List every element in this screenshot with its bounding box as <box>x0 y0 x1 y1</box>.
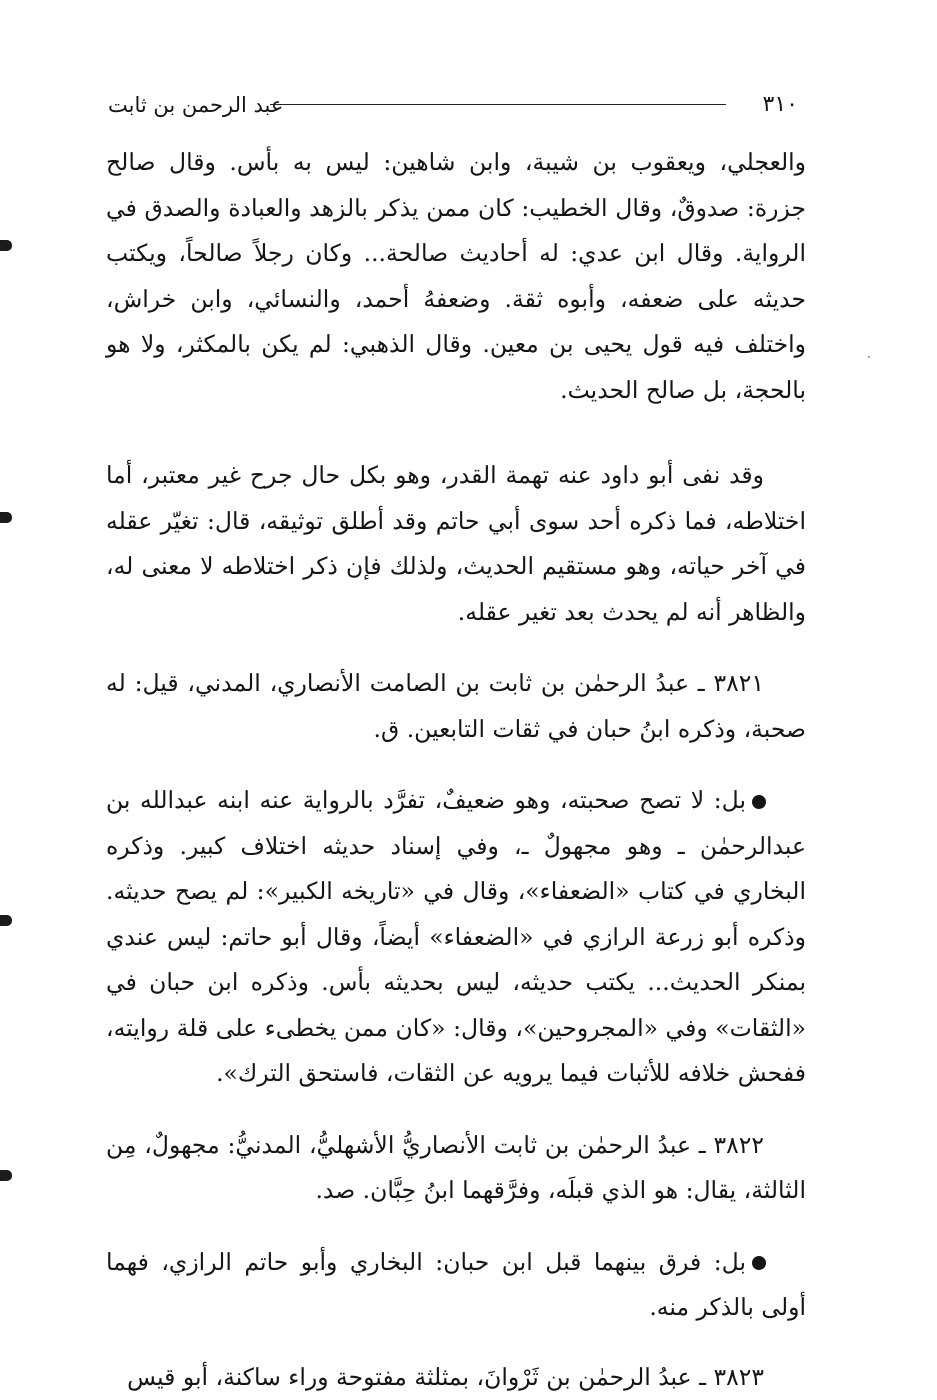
commentary-paragraph <box>106 778 806 1097</box>
entry-3822 <box>106 1123 806 1214</box>
paragraph <box>106 453 806 635</box>
paragraph <box>106 140 806 413</box>
page-number: ٣١٠ <box>763 90 798 120</box>
paragraph-text: بل: لا تصح صحبته، وهو ضعيفٌ، تفرَّد بالرواية عنه ابنه عبدالله بن عبدالرحمٰن ـ وهو مجهولٌ ـ، وفي إسناد حديثه اختلاف كبير. وذكره البخاري في كتاب «الضعفاء»، وقال في «تاريخه الكبير»: لم يصح حديثه. وذكره أبو زرعة الرازي في «الضعفاء» أيضاً، وقال أبو حاتم: ليس عندي بمنكر الحديث... يكتب حديثه، ليس بحديثه بأس. وذكره ابن حبان في «الثقات» وفي «المجروحين»، وقال: «كان ممن يخطىء على قلة روايته، ففحش خلافه للأثبات فيما يرويه عن الثقات، فاستحق الترك». <box>106 786 806 1087</box>
scan-edge-mark <box>0 1170 12 1181</box>
commentary-paragraph <box>106 1240 806 1331</box>
bullet-icon <box>752 795 766 809</box>
paragraph-text: ٣٨٢٢ ـ عبدُ الرحمٰن بن ثابت الأنصاريُّ الأشهليُّ، المدنيُّ: مجهولٌ، مِن الثالثة، يقال: هو الذي قبلَه، وفرَّقهما ابنُ حِبَّان. صد. <box>106 1131 806 1205</box>
bullet-icon <box>752 1256 766 1270</box>
body-text <box>106 140 806 1400</box>
scan-edge-mark <box>0 512 12 523</box>
paragraph-text: بل: فرق بينهما قبل ابن حبان: البخاري وأبو حاتم الرازي، فهما أولى بالذكر منه. <box>106 1248 806 1322</box>
scan-edge-mark <box>0 240 12 251</box>
paragraph-text: والعجلي، ويعقوب بن شيبة، وابن شاهين: ليس به بأس. وقال صالح جزرة: صدوقٌ، وقال الخطيب: كان ممن يذكر بالزهد والعبادة والصدق في الرواية. وقال ابن عدي: له أحاديث صالحة... وكان رجلاً صالحاً، ويكتب حديثه على ضعفه، وأبوه ثقة. وضعفهُ أحمد، والنسائي، وابن خراش، واختلف فيه قول يحيى بن معين. وقال الذهبي: لم يكن بالمكثر، ولا هو بالحجة، بل صالح الحديث. <box>106 148 806 404</box>
entry-3821 <box>106 661 806 752</box>
paragraph-text: وقد نفى أبو داود عنه تهمة القدر، وهو بكل حال جرح غير معتبر، أما اختلاطه، فما ذكره أحد سوى أبي حاتم وقد أطلق توثيقه، قال: تغيّر عقله في آخر حياته، وهو مستقيم الحديث، ولذلك فإن ذكر اختلاطه لا معنى له، والظاهر أنه لم يحدث بعد تغير عقله. <box>106 461 806 626</box>
header-title: عبد الرحمن بن ثابت <box>108 90 283 120</box>
entry-3823 <box>106 1355 806 1400</box>
paragraph-text: ٣٨٢١ ـ عبدُ الرحمٰن بن ثابت بن الصامت الأنصاري، المدني، قيل: له صحبة، وذكره ابنُ حبان في ثقات التابعين. ق. <box>106 669 806 743</box>
paragraph-text: ٣٨٢٣ ـ عبدُ الرحمٰن بن ثَرْوانَ، بمثلثة مفتوحة وراء ساكنة، أبو قيس <box>127 1363 764 1391</box>
scan-edge-mark <box>0 915 12 926</box>
scan-speck <box>868 356 870 358</box>
running-header <box>108 90 798 130</box>
header-rule <box>270 104 726 105</box>
